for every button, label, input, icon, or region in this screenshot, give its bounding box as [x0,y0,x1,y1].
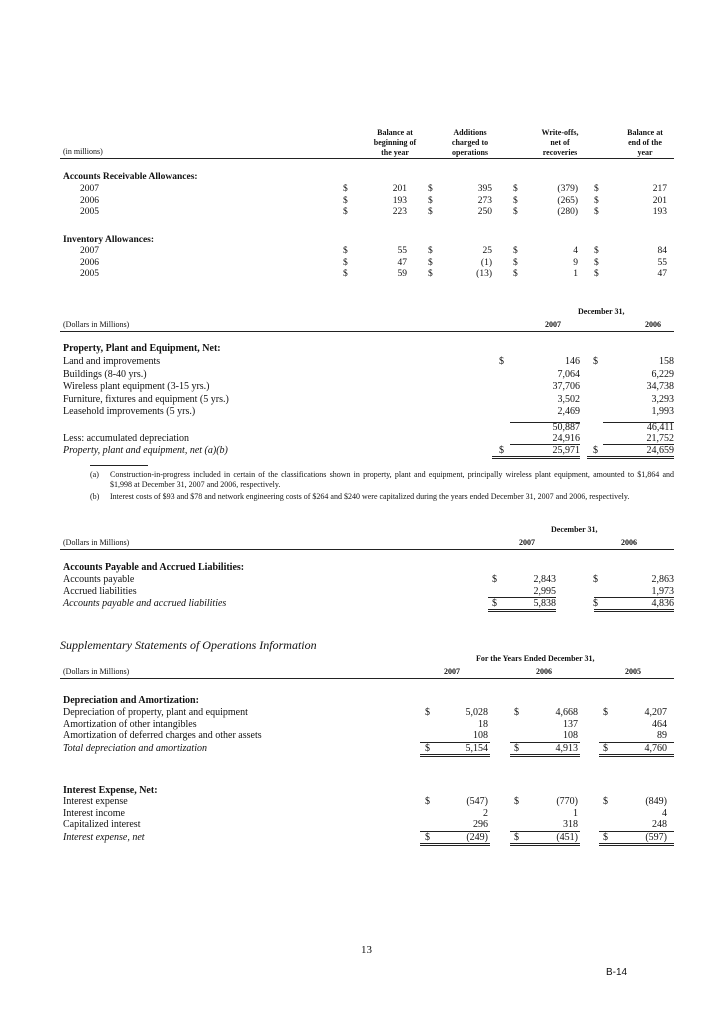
ppe-row-value-2007: 2,469 [557,406,580,418]
ap-period-header: December 31, [551,525,598,534]
dollar-sign: $ [492,598,497,609]
ppe-subtotal-2006: 46,411 [646,422,674,433]
ppe-net-2007: 25,971 [552,445,580,456]
dollar-sign: $ [425,796,430,807]
ap-row-value-2006: 1,973 [651,586,674,597]
dollar-sign: $ [513,207,518,217]
dollar-sign: $ [499,445,504,456]
ap-total-2006: 4,836 [651,598,674,609]
row-value: 193 [652,207,667,217]
row-value: (13) [476,269,492,279]
col-header-additions: Additions charged to operations [451,128,489,157]
supp-period-header: For the Years Ended December 31, [476,654,595,663]
dollar-sign: $ [514,707,519,718]
ap-row-label: Accrued liabilities [63,586,137,597]
row-year: 2005 [80,207,99,217]
ppe-net-label: Property, plant and equipment, net (a)(b) [63,445,228,456]
ppe-row-label: Buildings (8-40 yrs.) [63,368,147,380]
supp-row-value: 2 [483,807,488,819]
dollar-sign: $ [593,574,598,585]
dollar-sign: $ [428,269,433,279]
supp-row-value: 248 [652,819,667,831]
dollar-sign: $ [513,257,518,268]
ppe-col-2007: 2007 [545,320,561,329]
dollar-sign: $ [514,743,519,754]
col-header-writeoffs: Write-offs, net of recoveries [541,128,579,157]
dollar-sign: $ [593,598,598,609]
total-double-rule [420,754,490,757]
ap-total-double-rule-2006 [594,609,674,612]
ppe-subtotal-2007: 50,887 [552,422,580,433]
ap-row-value-2006: 2,863 [651,574,674,585]
ppe-title: Property, Plant and Equipment, Net: [63,343,221,354]
supp-total-value: 5,154 [465,743,488,754]
ap-col-2006: 2006 [621,538,637,547]
dollar-sign: $ [594,184,599,194]
row-value: 9 [573,257,578,268]
ppe-units-label: (Dollars in Millions) [63,320,130,329]
ppe-row-label: Wireless plant equipment (3-15 yrs.) [63,381,210,393]
row-value: 201 [652,195,667,206]
dollar-sign: $ [425,743,430,754]
ap-title: Accounts Payable and Accrued Liabilities: [63,562,245,573]
footnote-mark-a: (a) [90,470,99,479]
dollar-sign: $ [428,257,433,268]
supp-row-value: 108 [473,730,488,742]
row-value: 25 [482,246,492,256]
supp-row-value: 18 [478,718,488,730]
row-value: 59 [397,269,407,279]
supp-row-value: 464 [652,718,667,730]
row-value: 193 [392,195,407,206]
dollar-sign: $ [594,246,599,256]
dollar-sign: $ [514,796,519,807]
supp-row-value: 4,207 [644,707,667,718]
ppe-depreciation-2007: 24,916 [552,433,580,444]
dollar-sign: $ [594,195,599,206]
supp-header-rule [60,678,674,679]
ap-row-value-2007: 2,995 [533,586,556,597]
ppe-net-2006: 24,659 [646,445,674,456]
row-value: 395 [477,184,492,194]
ap-total-double-rule-2007 [488,609,556,612]
row-value: 1 [573,269,578,279]
supp-row-value: 318 [563,819,578,831]
dollar-sign: $ [428,207,433,217]
dollar-sign: $ [603,796,608,807]
supp-row-label: Interest expense [63,796,128,807]
supp-row-value: 4 [662,807,667,819]
footnote-text-a: Construction-in-progress included in certain of the classifications shown in property, plant and equipment, principally wireless plant equipment, amounted to $1,864 and $1,998 at December 31, 2007 and 2006, respectively. [110,470,674,489]
units-label: (in millions) [63,147,103,156]
row-value: (1) [480,257,492,268]
supp-row-value: (849) [645,796,667,807]
supp-row-value: 137 [563,718,578,730]
row-value: 273 [477,195,492,206]
supp-row-value: (547) [466,796,488,807]
dollar-sign: $ [499,356,504,367]
supp-row-value: 1 [573,807,578,819]
dollar-sign: $ [593,445,598,456]
ppe-row-value-2007: 3,502 [557,393,580,405]
supp-col-2006: 2006 [536,667,552,676]
supp-row-value: 5,028 [465,707,488,718]
total-double-rule [510,843,580,846]
dollar-sign: $ [593,356,598,367]
dollar-sign: $ [513,184,518,194]
supp-total-value: (451) [556,832,578,843]
dollar-sign: $ [343,195,348,206]
row-value: (379) [557,184,578,194]
col-header-ending: Balance at end of the year [627,128,663,157]
dollar-sign: $ [514,832,519,843]
dollar-sign: $ [603,832,608,843]
ap-row-label: Accounts payable [63,574,135,585]
ar-allowances-title: Accounts Receivable Allowances: [63,172,198,182]
dollar-sign: $ [492,574,497,585]
footnote-rule [90,465,148,466]
row-year: 2006 [80,195,99,206]
da-title: Depreciation and Amortization: [63,695,199,706]
ap-total-2007: 5,838 [533,598,556,609]
ppe-row-value-2006: 158 [659,356,674,367]
row-value: 4 [573,246,578,256]
supp-total-value: (249) [466,832,488,843]
ppe-row-value-2006: 6,229 [651,368,674,380]
ie-title: Interest Expense, Net: [63,785,158,796]
dollar-sign: $ [425,707,430,718]
row-value: 223 [392,207,407,217]
dollar-sign: $ [513,195,518,206]
supp-units-label: (Dollars in Millions) [63,667,130,676]
col-header-beginning: Balance at beginning of the year [373,128,417,157]
dollar-sign: $ [428,184,433,194]
footnote-text-b: Interest costs of $93 and $78 and network engineering costs of $264 and $240 were capitalized during the years ended December 31, 2007 and 2006, respectively. [110,492,630,501]
supp-row-value: (770) [556,796,578,807]
ppe-col-2006: 2006 [645,320,661,329]
row-value: 47 [657,269,667,279]
row-value: 250 [477,207,492,217]
total-double-rule [599,843,674,846]
ppe-header-rule [60,331,674,332]
ap-total-label: Accounts payable and accrued liabilities [63,598,227,609]
row-value: (265) [557,195,578,206]
row-year: 2007 [80,246,99,256]
ap-col-2007: 2007 [519,538,535,547]
ppe-row-label: Land and improvements [63,356,161,367]
supp-row-value: 4,668 [555,707,578,718]
dollar-sign: $ [343,184,348,194]
dollar-sign: $ [343,269,348,279]
ap-units-label: (Dollars in Millions) [63,538,130,547]
total-double-rule [420,843,490,846]
dollar-sign: $ [603,743,608,754]
dollar-sign: $ [343,207,348,217]
dollar-sign: $ [513,246,518,256]
supp-total-value: (597) [645,832,667,843]
supp-row-value: 108 [563,730,578,742]
ppe-row-value-2006: 1,993 [651,406,674,418]
supp-col-2005: 2005 [625,667,641,676]
row-year: 2005 [80,269,99,279]
row-value: 84 [657,246,667,256]
row-value: (280) [557,207,578,217]
supp-total-label: Interest expense, net [63,832,145,843]
supp-row-label: Amortization of deferred charges and other assets [63,730,262,742]
row-value: 55 [397,246,407,256]
row-value: 201 [392,184,407,194]
supp-col-2007: 2007 [444,667,460,676]
ap-row-value-2007: 2,843 [533,574,556,585]
dollar-sign: $ [603,707,608,718]
row-year: 2006 [80,257,99,268]
exhibit-page-number: B-14 [606,967,628,978]
supp-row-label: Amortization of other intangibles [63,718,197,730]
dollar-sign: $ [594,269,599,279]
supp-row-label: Depreciation of property, plant and equipment [63,707,248,718]
supplementary-heading: Supplementary Statements of Operations Information [60,638,317,652]
ppe-depreciation-label: Less: accumulated depreciation [63,433,190,444]
row-value: 217 [652,184,667,194]
ppe-depreciation-2006: 21,752 [646,433,674,444]
supp-total-label: Total depreciation and amortization [63,743,207,754]
ppe-net-double-rule-2006 [587,456,674,459]
header-rule [60,158,674,159]
ap-header-rule [60,549,674,550]
ppe-row-label: Furniture, fixtures and equipment (5 yrs.) [63,393,229,405]
supp-row-label: Interest income [63,807,125,819]
ppe-row-value-2006: 3,293 [651,393,674,405]
row-value: 47 [397,257,407,268]
row-year: 2007 [80,184,99,194]
ppe-net-double-rule-2007 [492,456,580,459]
supp-row-value: 89 [657,730,667,742]
page-number: 13 [361,944,372,956]
dollar-sign: $ [343,257,348,268]
supp-row-label: Capitalized interest [63,819,141,831]
inventory-allowances-title: Inventory Allowances: [63,235,155,245]
dollar-sign: $ [513,269,518,279]
supp-row-value: 296 [473,819,488,831]
dollar-sign: $ [343,246,348,256]
total-double-rule [510,754,580,757]
ppe-row-value-2006: 34,738 [646,381,674,393]
dollar-sign: $ [594,257,599,268]
dollar-sign: $ [428,246,433,256]
row-value: 55 [657,257,667,268]
supp-total-value: 4,760 [644,743,667,754]
footnote-mark-b: (b) [90,492,100,501]
ppe-row-value-2007: 7,064 [557,368,580,380]
supp-total-value: 4,913 [555,743,578,754]
dollar-sign: $ [425,832,430,843]
ppe-period-header: December 31, [578,307,625,316]
dollar-sign: $ [428,195,433,206]
ppe-row-value-2007: 146 [565,356,580,367]
total-double-rule [599,754,674,757]
ppe-row-label: Leasehold improvements (5 yrs.) [63,406,196,418]
dollar-sign: $ [594,207,599,217]
ppe-row-value-2007: 37,706 [552,381,580,393]
